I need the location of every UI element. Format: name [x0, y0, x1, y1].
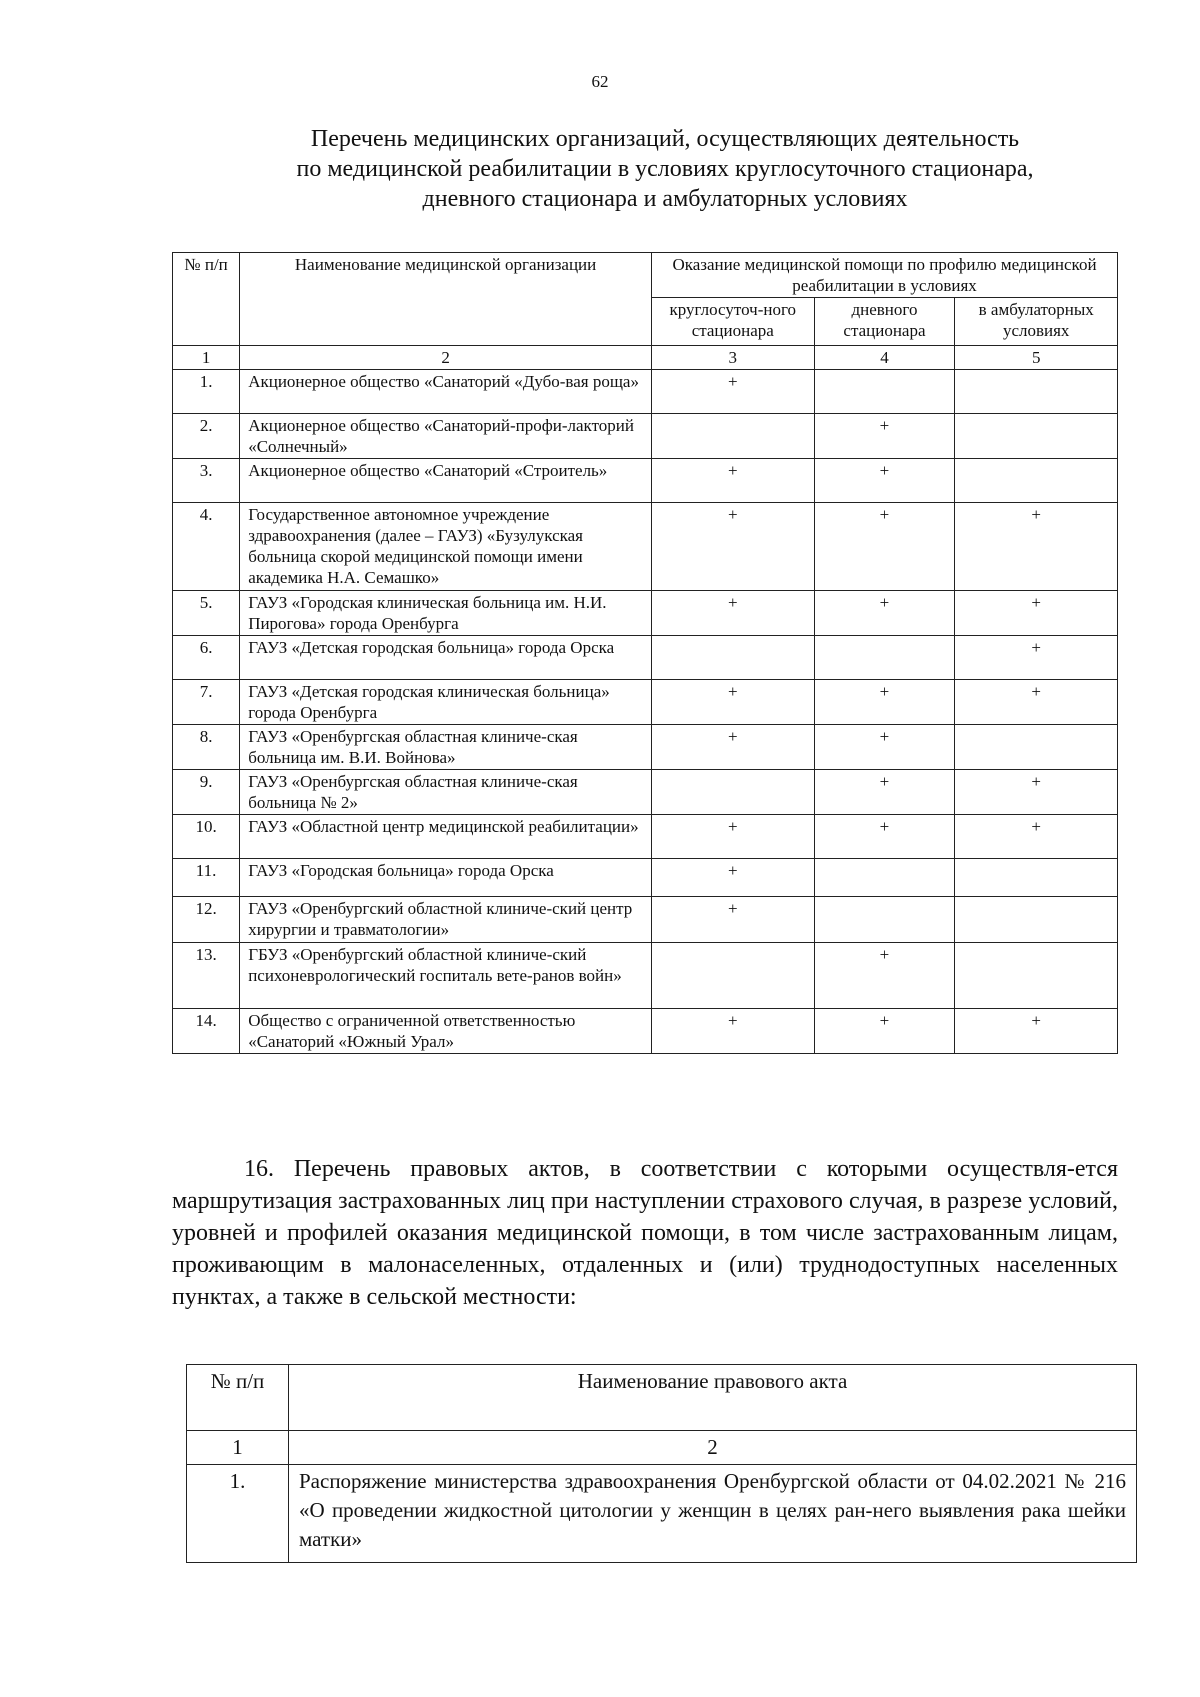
round-the-clock-mark: +: [651, 459, 814, 503]
outpatient-mark: +: [955, 770, 1118, 815]
row-number: 8.: [173, 725, 240, 770]
title-line: Перечень медицинских организаций, осуществляющих деятельность: [310, 126, 1020, 152]
outpatient-mark: [955, 859, 1118, 897]
round-the-clock-mark: +: [651, 815, 814, 859]
header-outpatient: в амбулаторных условиях: [955, 298, 1118, 346]
round-the-clock-mark: [651, 414, 814, 459]
row-number: 13.: [173, 943, 240, 1009]
page-number: 62: [591, 72, 609, 91]
column-number: 2: [289, 1431, 1137, 1465]
paragraph-text: 16. Перечень правовых актов, в соответствии с которыми осуществля-ется маршрутизация застрахованных лиц при наступлении страхового случая, в разрезе условий, уровней и профилей оказания медицинской помощи, в том числе застрахованным лицам, проживающим в малонаселенных, отдаленных и (или) труднодоступных населенных пунктах, а также в сельской местности:: [172, 1156, 1118, 1310]
organization-name: Государственное автономное учреждение здравоохранения (далее – ГАУЗ) «Бузулукская больница скорой медицинской помощи имени академика Н.А. Семашко»: [240, 503, 652, 591]
column-number: 3: [651, 346, 814, 370]
day-hospital-mark: +: [814, 503, 955, 591]
organization-name: ГАУЗ «Областной центр медицинской реабилитации»: [240, 815, 652, 859]
legal-acts-table: [186, 1364, 1137, 1563]
header-day-hospital: дневного стационара: [814, 298, 955, 346]
table-row: [173, 770, 1118, 815]
day-hospital-mark: +: [814, 591, 955, 636]
day-hospital-mark: [814, 636, 955, 680]
rehabilitation-organizations-table: [172, 252, 1118, 1054]
table-row: [173, 859, 1118, 897]
legal-act-name: Распоряжение министерства здравоохранения Оренбургской области от 04.02.2021 № 216 «О проведении жидкостной цитологии у женщин в целях ран-него выявления рака шейки матки»: [289, 1465, 1137, 1563]
row-number: 12.: [173, 897, 240, 943]
table-row: [173, 680, 1118, 725]
day-hospital-mark: +: [814, 1009, 955, 1054]
outpatient-mark: +: [955, 815, 1118, 859]
round-the-clock-mark: +: [651, 897, 814, 943]
day-hospital-mark: +: [814, 414, 955, 459]
day-hospital-mark: [814, 897, 955, 943]
organization-name: Акционерное общество «Санаторий-профи-лакторий «Солнечный»: [240, 414, 652, 459]
row-number: 2.: [173, 414, 240, 459]
row-number: 10.: [173, 815, 240, 859]
round-the-clock-mark: +: [651, 680, 814, 725]
round-the-clock-mark: +: [651, 591, 814, 636]
row-number: 7.: [173, 680, 240, 725]
outpatient-mark: +: [955, 503, 1118, 591]
outpatient-mark: +: [955, 591, 1118, 636]
header-round-the-clock: круглосуточ-ного стационара: [651, 298, 814, 346]
row-number: 14.: [173, 1009, 240, 1054]
organization-name: ГАУЗ «Городская клиническая больница им. Н.И. Пирогова» города Оренбурга: [240, 591, 652, 636]
table-row: [173, 591, 1118, 636]
header-group: Оказание медицинской помощи по профилю медицинской реабилитации в условиях: [651, 253, 1117, 298]
column-number: 4: [814, 346, 955, 370]
table-row: [173, 636, 1118, 680]
day-hospital-mark: +: [814, 943, 955, 1009]
day-hospital-mark: [814, 370, 955, 414]
row-number: 5.: [173, 591, 240, 636]
outpatient-mark: [955, 370, 1118, 414]
row-number: 3.: [173, 459, 240, 503]
header-act-name: Наименование правового акта: [289, 1365, 1137, 1431]
organization-name: ГБУЗ «Оренбургский областной клиниче-ский психоневрологический госпиталь вете-ранов войн»: [240, 943, 652, 1009]
table-row: [173, 1009, 1118, 1054]
organization-name: ГАУЗ «Городская больница» города Орска: [240, 859, 652, 897]
round-the-clock-mark: [651, 636, 814, 680]
organization-name: Общество с ограниченной ответственностью «Санаторий «Южный Урал»: [240, 1009, 652, 1054]
outpatient-mark: [955, 943, 1118, 1009]
organization-name: ГАУЗ «Оренбургская областная клиниче-ская больница № 2»: [240, 770, 652, 815]
header-num: № п/п: [173, 253, 240, 346]
round-the-clock-mark: +: [651, 1009, 814, 1054]
column-number: 1: [187, 1431, 289, 1465]
organization-name: Акционерное общество «Санаторий «Строитель»: [240, 459, 652, 503]
outpatient-mark: [955, 459, 1118, 503]
round-the-clock-mark: +: [651, 370, 814, 414]
outpatient-mark: [955, 414, 1118, 459]
outpatient-mark: +: [955, 636, 1118, 680]
header-num: № п/п: [187, 1365, 289, 1431]
round-the-clock-mark: [651, 943, 814, 1009]
outpatient-mark: +: [955, 1009, 1118, 1054]
table-row: [173, 897, 1118, 943]
table-row: [173, 943, 1118, 1009]
organization-name: ГАУЗ «Оренбургская областная клиниче-ская больница им. В.И. Войнова»: [240, 725, 652, 770]
round-the-clock-mark: +: [651, 859, 814, 897]
row-number: 11.: [173, 859, 240, 897]
organization-name: ГАУЗ «Детская городская больница» города Орска: [240, 636, 652, 680]
outpatient-mark: [955, 725, 1118, 770]
round-the-clock-mark: +: [651, 725, 814, 770]
day-hospital-mark: +: [814, 815, 955, 859]
organization-name: ГАУЗ «Детская городская клиническая больница» города Оренбурга: [240, 680, 652, 725]
table-row: [173, 503, 1118, 591]
table-row: [173, 370, 1118, 414]
header-organization-name: Наименование медицинской организации: [240, 253, 652, 346]
day-hospital-mark: +: [814, 725, 955, 770]
row-number: 1.: [187, 1465, 289, 1563]
day-hospital-mark: +: [814, 770, 955, 815]
day-hospital-mark: +: [814, 459, 955, 503]
table-row: [173, 815, 1118, 859]
legal-acts-paragraph: [172, 1153, 1118, 1313]
column-number: 1: [173, 346, 240, 370]
title-line: дневного стационара и амбулаторных условиях: [422, 186, 908, 212]
page-title: [150, 124, 1180, 214]
organization-name: ГАУЗ «Оренбургский областной клиниче-ский центр хирургии и травматологии»: [240, 897, 652, 943]
round-the-clock-mark: [651, 770, 814, 815]
column-number: 5: [955, 346, 1118, 370]
round-the-clock-mark: +: [651, 503, 814, 591]
table-row: [173, 725, 1118, 770]
row-number: 1.: [173, 370, 240, 414]
day-hospital-mark: +: [814, 680, 955, 725]
outpatient-mark: +: [955, 680, 1118, 725]
title-line: по медицинской реабилитации в условиях круглосуточного стационара,: [296, 156, 1034, 182]
organization-name: Акционерное общество «Санаторий «Дубо-вая роща»: [240, 370, 652, 414]
outpatient-mark: [955, 897, 1118, 943]
table-row: [187, 1465, 1137, 1563]
row-number: 4.: [173, 503, 240, 591]
column-number: 2: [240, 346, 652, 370]
table-row: [173, 414, 1118, 459]
row-number: 6.: [173, 636, 240, 680]
day-hospital-mark: [814, 859, 955, 897]
row-number: 9.: [173, 770, 240, 815]
table-row: [173, 459, 1118, 503]
